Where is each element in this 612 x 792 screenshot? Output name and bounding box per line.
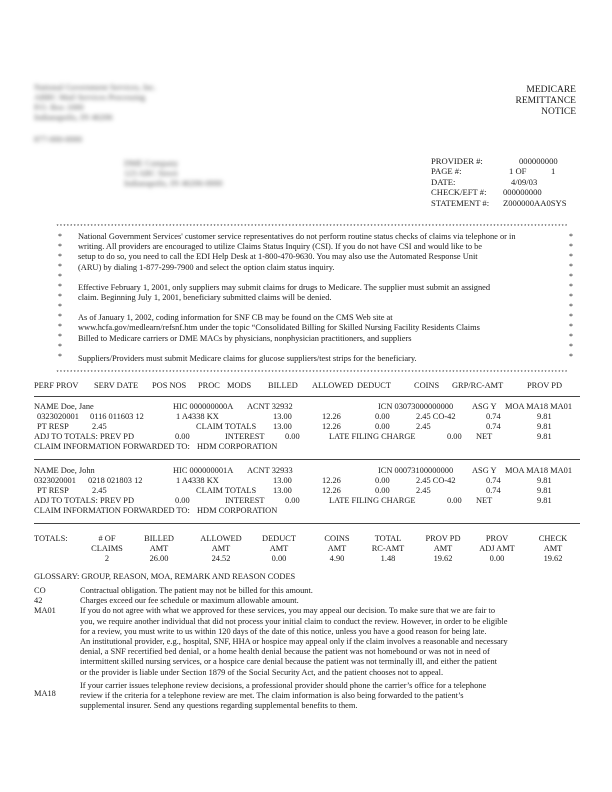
pt-resp-label: PT RESP (37, 486, 69, 495)
col-pos-nos: POS NOS (152, 381, 187, 390)
patient-name: NAME Doe, Jane (34, 402, 94, 411)
message-line: National Government Services' customer service representatives do not perform routine status checks of claims via telephone or in (78, 232, 516, 241)
net-label: NET (476, 432, 493, 441)
message-line: claim. Beginning July 1, 2001, beneficiary submitted claims will be denied. (78, 293, 332, 303)
sender-line: Indianapolis, IN 46206 (34, 112, 113, 122)
forwarded-label: CLAIM INFORMATION FORWARDED TO: (34, 442, 190, 451)
message-line: Billed to Medicare carriers or DME MACs by physicians, nonphysician practitioners, and suppliers (78, 333, 412, 343)
totals-col-claims (84, 534, 130, 564)
totals-value: 0.00 (271, 554, 287, 563)
glossary-line: intermittent skilled nursing services, or a hospice care denial because the patient was not terminally ill, and either the patient (80, 657, 497, 667)
totals-value: 19.62 (543, 554, 563, 563)
message-line: setup to do so, you need to call the EDI Help Desk at 1-800-470-9630. You may also use the Automated Response Unit (78, 252, 478, 262)
ct-deduct: 0.00 (375, 422, 390, 431)
line-provider: 0323020001 (34, 476, 76, 485)
late-filing-label: LATE FILING CHARGE (329, 432, 416, 441)
claim-divider (34, 459, 580, 460)
sender-line: P.O. Box 1000 (34, 102, 84, 112)
assignment: ASG Y (472, 402, 497, 411)
hic-number: HIC 000000001A (173, 466, 234, 475)
line-date: 0116 011603 12 (90, 412, 144, 421)
account-number: ACNT 32933 (247, 466, 293, 475)
sender-line: National Government Services, Inc. (34, 82, 157, 92)
title-line: MEDICARE (526, 85, 576, 95)
page-label: PAGE #: (431, 166, 462, 177)
adj-label: ADJ TO TOTALS: PREV PD (34, 432, 135, 441)
glossary-code: 42 (34, 596, 43, 606)
totals-head: PROV PD (425, 534, 461, 543)
ct-grp: 0.74 (486, 486, 501, 495)
glossary-line: you, we require another individual that did not process your initial claim to conduct the review. However, in order to be eligible (80, 616, 508, 626)
ct-coins: 2.45 (416, 486, 431, 495)
totals-head: ALLOWED (200, 534, 242, 543)
star-border-bottom: ****************************************************************************************************************************************************** (56, 370, 568, 376)
adj-prev-pd: 0.00 (175, 432, 190, 441)
star-border-right: * * * * * * * * * * * * * (569, 232, 573, 361)
late-filing-value: 0.00 (447, 432, 462, 441)
sender-line: ABBC Mail Services Processing (34, 92, 146, 102)
col-grp-rc-amt: GRP/RC-AMT (452, 381, 504, 390)
totals-col-prov-adj (470, 534, 524, 564)
totals-value: 2 (104, 554, 110, 563)
ct-prov-pd: 9.81 (537, 486, 552, 495)
ct-prov-pd: 9.81 (537, 422, 552, 431)
message-line: As of January 1, 2002, coding information for SNF CB may be found on the CMS Web site at (78, 313, 393, 323)
col-coins: COINS (414, 381, 440, 390)
forwarded-to: HDM CORPORATION (197, 506, 278, 515)
totals-head: AMT (433, 544, 453, 553)
glossary-line: Contractual obligation. The patient may not be billed for this amount. (80, 586, 313, 595)
totals-head: RC-AMT (371, 544, 405, 553)
recipient-line: DME Company (124, 158, 179, 168)
totals-head: TOTAL (374, 534, 402, 543)
totals-section (0, 534, 612, 566)
interest-value: 0.00 (285, 496, 300, 505)
ct-allowed: 12.26 (322, 486, 341, 495)
message-line: Effective February 1, 2001, only suppliers may submit claims for drugs to Medicare. The supplier must submit an assigned (78, 282, 491, 292)
net-value: 9.81 (537, 432, 552, 441)
totals-head: AMT (543, 544, 563, 553)
column-headers (0, 381, 612, 391)
glossary (34, 586, 582, 711)
totals-value: 24.52 (211, 554, 231, 563)
totals-head: # OF (98, 534, 116, 543)
totals-head: CHECK (538, 534, 568, 543)
pt-resp-value: 2.45 (92, 486, 107, 495)
glossary-title: GLOSSARY: GROUP, REASON, MOA, REMARK AND REASON CODES (34, 572, 296, 581)
message-line: Suppliers/Providers must submit Medicare claims for glucose suppliers/test strips for the beneficiary. (78, 353, 417, 363)
totals-head: AMT (327, 544, 347, 553)
col-billed: BILLED (268, 381, 298, 390)
line-deduct: 0.00 (375, 476, 390, 485)
glossary-code: MA18 (34, 688, 56, 698)
message-line: (ARU) by dialing 1-877-299-7900 and select the option claim status inquiry. (78, 262, 335, 272)
totals-head: COINS (324, 534, 350, 543)
hic-number: HIC 000000000A (173, 402, 234, 411)
glossary-entry (34, 606, 582, 677)
line-billed: 13.00 (273, 476, 292, 485)
col-deduct: DEDUCT (357, 381, 391, 390)
message-line: writing. All providers are encouraged to utilize Claims Status Inquiry (CSI). If you do not have CSI and would like to be (78, 242, 483, 252)
moa-codes: MOA MA18 MA01 (505, 402, 573, 411)
provider-info (431, 156, 591, 208)
line-date: 0218 021803 12 (88, 476, 143, 485)
glossary-line: If you do not agree with what we approved for these services, you may appeal our decision. To make sure that we are fair to (80, 606, 496, 616)
star-border-top: ****************************************************************************************************************************************************** (56, 224, 568, 230)
glossary-line: An institutional provider, e.g., hospital, SNF, HHA or hospice may appeal only if the claim involves a reasonable and necessary (80, 637, 508, 647)
claim-block (0, 466, 612, 520)
check-label: CHECK/EFT #: (431, 187, 487, 198)
glossary-line: or the provider is liable under Section 1879 of the Social Security Act, and the patient chooses not to appeal. (80, 667, 444, 677)
pt-resp-label: PT RESP (37, 422, 69, 431)
totals-col-deduct (256, 534, 302, 564)
col-allowed: ALLOWED (312, 381, 354, 390)
ct-grp: 0.74 (486, 422, 501, 431)
totals-value: 1.48 (380, 554, 396, 563)
statement-value: Z000000AA0SYS (503, 197, 567, 208)
pt-resp-value: 2.45 (92, 422, 107, 431)
line-billed: 13.00 (273, 412, 292, 421)
page-value: 1 OF (509, 166, 527, 177)
date-value: 4/09/03 (511, 176, 538, 187)
sender-phone: 877-000-0000 (34, 134, 83, 144)
messages (78, 232, 564, 364)
totals-value: 19.62 (433, 554, 453, 563)
provider-label: PROVIDER #: (431, 156, 483, 166)
line-provider: 0323020001 (37, 412, 79, 421)
ct-billed: 13.00 (273, 422, 292, 431)
icn-number: ICN 00073100000000 (378, 466, 454, 475)
statement-label: STATEMENT #: (431, 197, 490, 208)
page-total: 1 (551, 166, 556, 177)
glossary-line: denial, a SNF recertified bed denial, or a home health denial because the patient was not homebound or was not in need of (80, 647, 490, 657)
glossary-line: Charges exceed our fee schedule or maximum allowable amount. (80, 596, 299, 606)
recipient-line: Indianapolis, IN 46206-0000 (124, 178, 223, 188)
interest-label: INTEREST (225, 432, 265, 441)
totals-col-allowed (196, 534, 246, 564)
recipient-address (124, 158, 222, 188)
totals-head: AMT (149, 544, 169, 553)
glossary-line: If your carrier issues telephone review decisions, a professional provider should phone the carrier’s office for a telephone (80, 680, 487, 690)
title-line: REMITTANCE (515, 96, 576, 106)
col-mods: MODS (227, 381, 252, 390)
totals-head: CLAIMS (91, 544, 123, 553)
patient-name: NAME Doe, John (34, 466, 95, 475)
totals-value: 4.90 (329, 554, 345, 563)
col-serv-date: SERV DATE (94, 381, 139, 390)
adj-label: ADJ TO TOTALS: PREV PD (34, 496, 135, 505)
totals-rule (34, 523, 580, 524)
claim-block (0, 402, 612, 456)
net-label: NET (476, 496, 493, 505)
message-line: www.hcfa.gov/medlearn/refsnf.htm under the topic “Consolidated Billing for Skilled Nursing Facility Residents Claims (78, 323, 480, 333)
glossary-entry (34, 596, 582, 606)
line-allowed: 12.26 (322, 476, 341, 485)
col-prov-pd: PROV PD (527, 381, 562, 390)
totals-label: TOTALS: (34, 534, 68, 543)
message-block (78, 354, 564, 364)
title-line: NOTICE (541, 107, 576, 117)
notice-title (516, 85, 576, 118)
interest-label: INTEREST (225, 496, 265, 505)
col-perf-prov: PERF PROV (34, 381, 79, 390)
forwarded-label: CLAIM INFORMATION FORWARDED TO: (34, 506, 190, 515)
totals-col-prov-pd (418, 534, 468, 564)
line-prov-pd: 9.81 (537, 412, 552, 421)
interest-value: 0.00 (285, 432, 300, 441)
glossary-entry (34, 586, 582, 596)
ct-allowed: 12.26 (322, 422, 341, 431)
claim-totals-label: CLAIM TOTALS (196, 422, 257, 431)
glossary-code: MA01 (34, 606, 56, 616)
check-value: 000000000 (503, 187, 542, 198)
glossary-entry (34, 681, 582, 712)
totals-col-check (530, 534, 576, 564)
glossary-line: for a review, you must write to us within 120 days of the date of this notice, unless you have a good reason for being late. (80, 626, 487, 636)
date-label: DATE: (431, 176, 456, 187)
header-rule (34, 396, 580, 397)
message-block (78, 232, 564, 273)
glossary-code: CO (34, 586, 46, 595)
totals-col-coins (314, 534, 360, 564)
line-grp: 0.74 (486, 476, 501, 485)
totals-head: PROV (485, 534, 509, 543)
totals-col-billed (136, 534, 182, 564)
glossary-line: review if the criteria for a telephone review are met. The claim information is also being forwarded to the patient’s (80, 691, 464, 701)
moa-codes: MOA MA18 MA01 (505, 466, 573, 475)
assignment: ASG Y (472, 466, 497, 475)
totals-value: 0.00 (489, 554, 505, 563)
line-coins: 2.45 CO-42 (416, 412, 456, 421)
totals-value: 26.00 (149, 554, 169, 563)
line-prov-pd: 9.81 (537, 476, 552, 485)
line-allowed: 12.26 (322, 412, 341, 421)
line-proc: 1 A4338 KX (176, 412, 219, 421)
glossary-line: supplemental insurer. Send any questions regarding supplemental benefits to them. (80, 701, 358, 711)
sender-address (34, 82, 156, 144)
account-number: ACNT 32932 (247, 402, 293, 411)
totals-head: AMT (211, 544, 231, 553)
line-deduct: 0.00 (375, 412, 390, 421)
ct-coins: 2.45 (416, 422, 431, 431)
totals-head: BILLED (144, 534, 174, 543)
totals-head: ADJ AMT (479, 544, 515, 553)
col-proc: PROC (198, 381, 220, 390)
totals-head: DEDUCT (262, 534, 296, 543)
forwarded-to: HDM CORPORATION (197, 442, 278, 451)
message-block (78, 313, 564, 344)
late-filing-value: 0.00 (447, 496, 462, 505)
line-proc: 1 A4338 KX (176, 476, 219, 485)
icn-number: ICN 03073000000000 (378, 402, 454, 411)
provider-value: 000000000 (519, 156, 558, 166)
star-border-left: * * * * * * * * * * * * * (58, 232, 62, 361)
net-value: 9.81 (537, 496, 552, 505)
line-grp: 0.74 (486, 412, 501, 421)
late-filing-label: LATE FILING CHARGE (329, 496, 416, 505)
ct-billed: 13.00 (273, 486, 292, 495)
message-block (78, 283, 564, 303)
totals-col-rc-amt (365, 534, 411, 564)
line-coins: 2.45 CO-42 (416, 476, 456, 485)
totals-head: AMT (269, 544, 289, 553)
ct-deduct: 0.00 (375, 486, 390, 495)
claim-totals-label: CLAIM TOTALS (196, 486, 257, 495)
adj-prev-pd: 0.00 (175, 496, 190, 505)
recipient-line: 123 ABC Street (124, 168, 178, 178)
